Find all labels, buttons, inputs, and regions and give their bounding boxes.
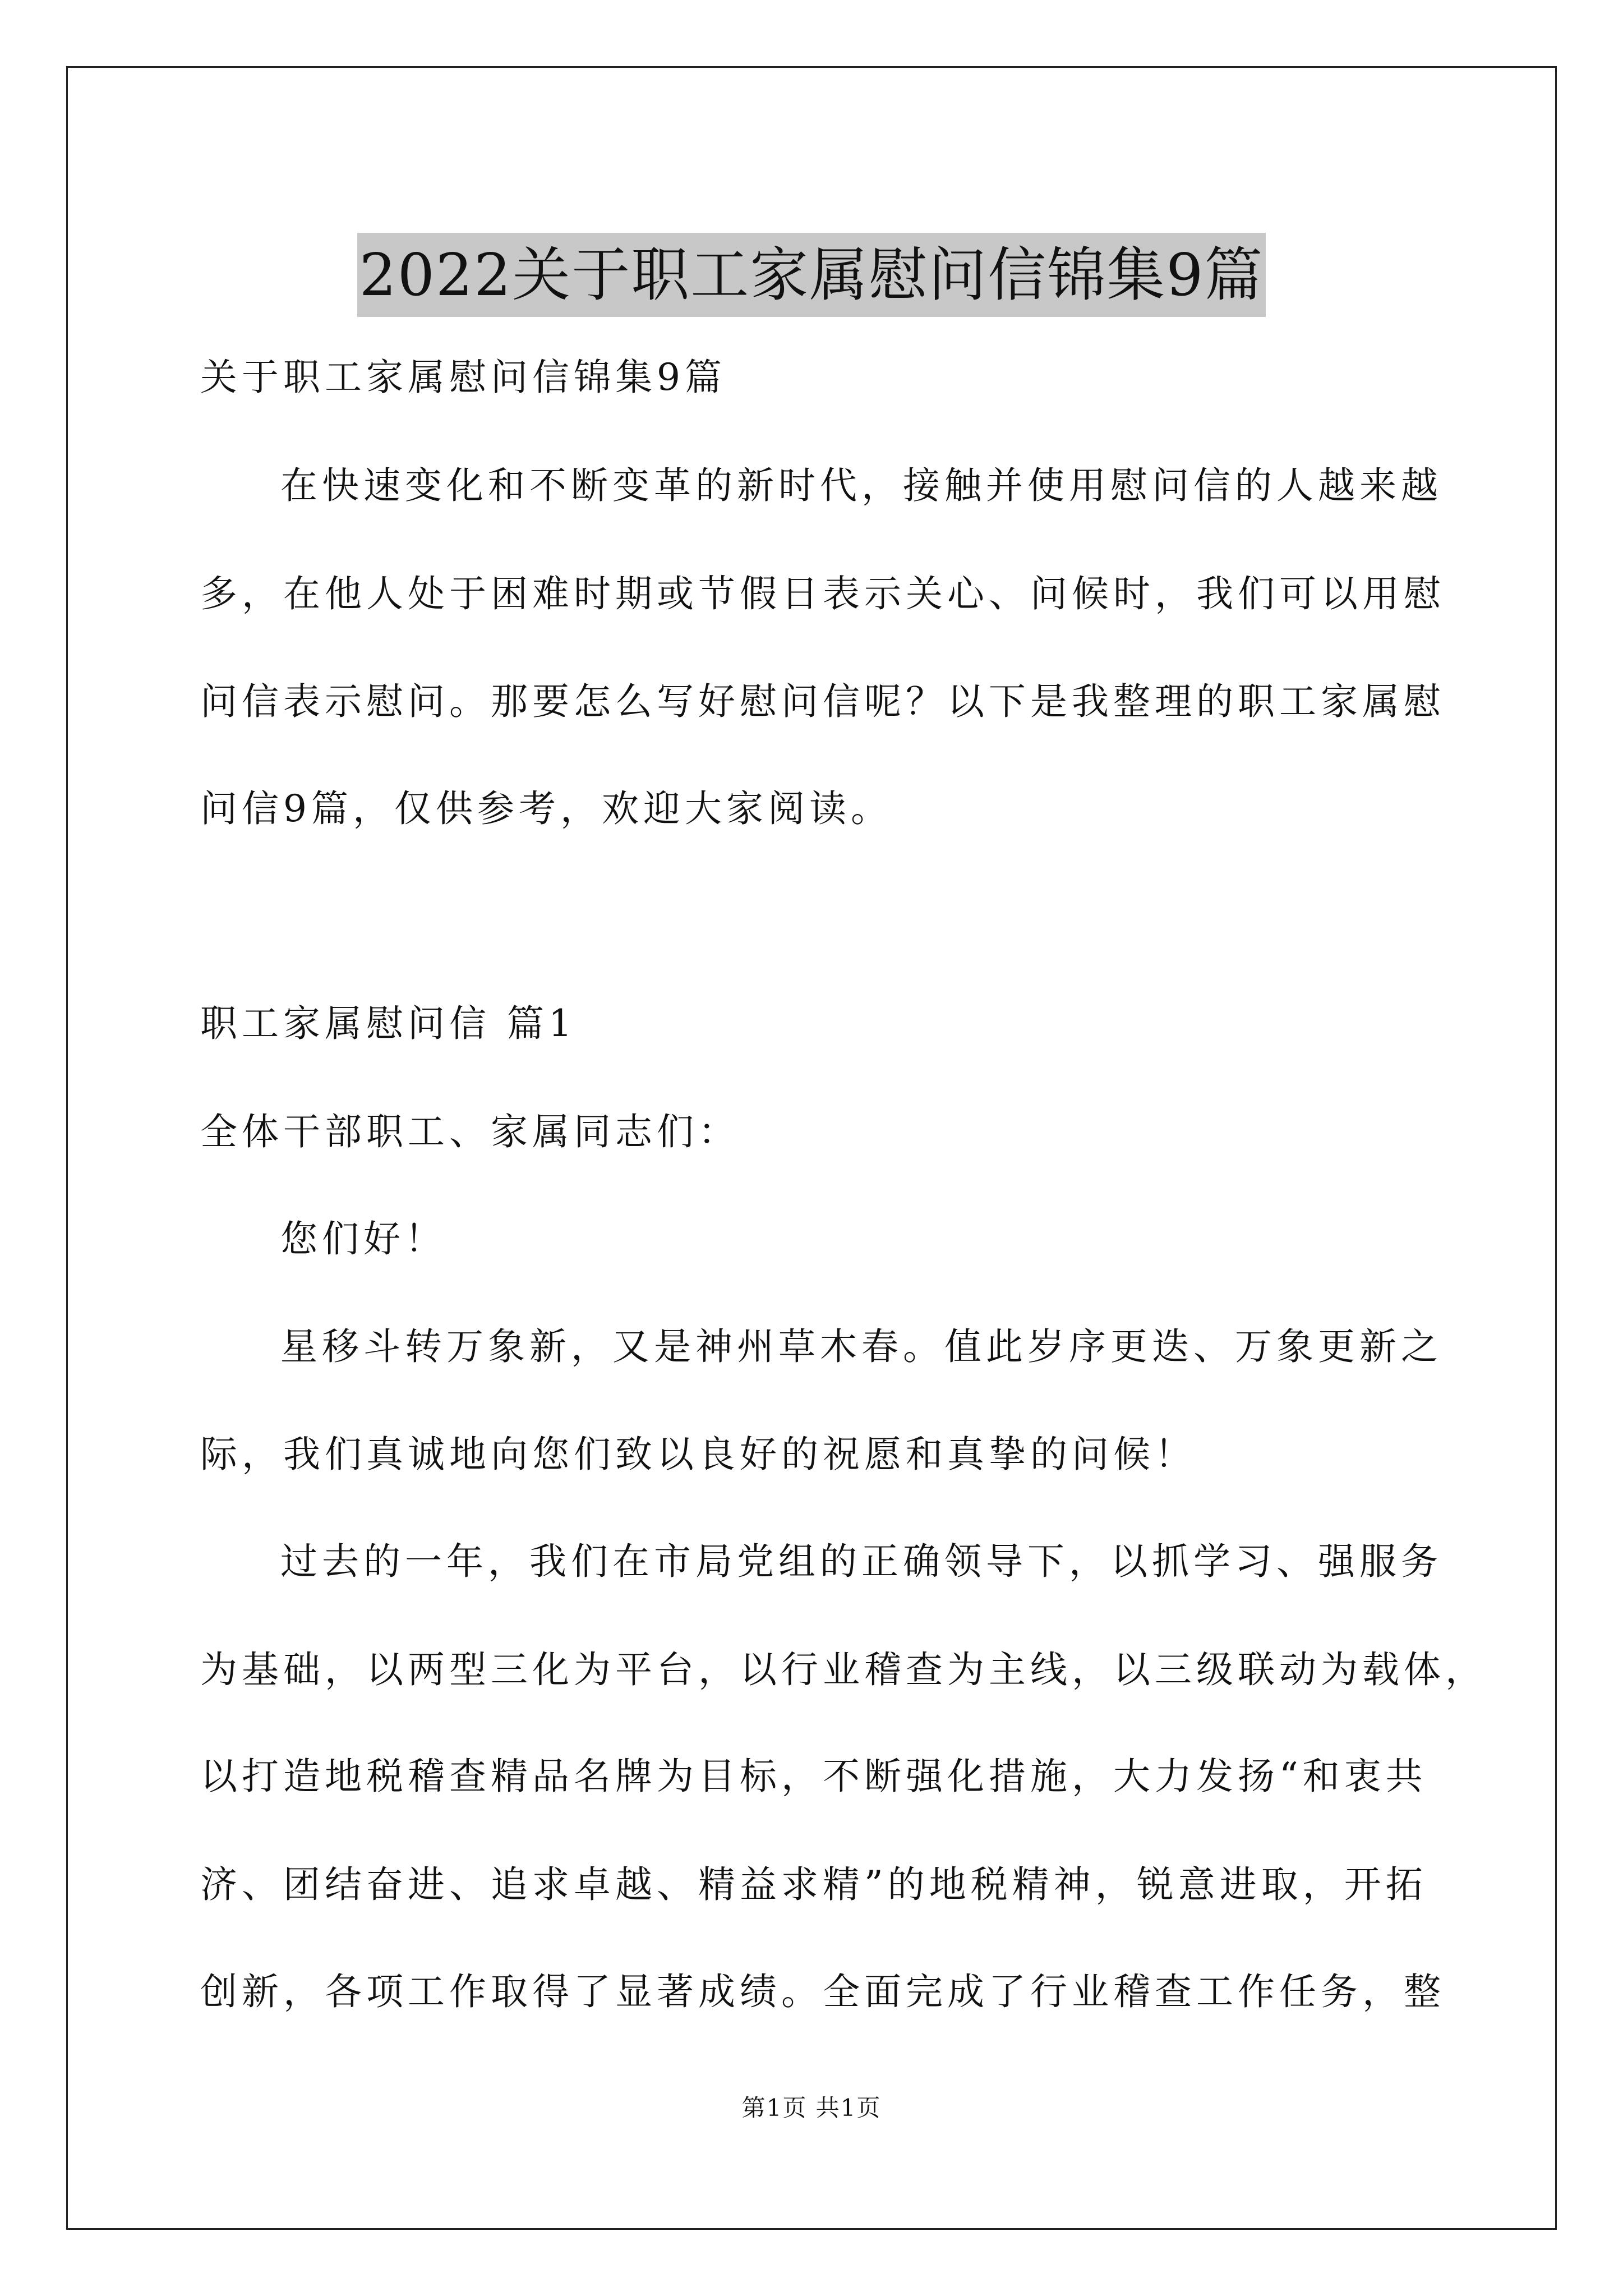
document-title: 2022关于职工家属慰问信锦集9篇 [357, 233, 1266, 317]
salutation: 全体干部职工、家属同志们： [200, 1110, 740, 1153]
subtitle: 关于职工家属慰问信锦集9篇 [200, 356, 726, 399]
title-wrap [0, 194, 1623, 356]
paragraph-line: 际，我们真诚地向您们致以良好的祝愿和真挚的问候！ [200, 1433, 1196, 1476]
intro-line: 在快速变化和不断变革的新时代，接触并使用慰问信的人越来越 [280, 464, 1442, 507]
intro-line: 问信表示慰问。那要怎么写好慰问信呢？以下是我整理的职工家属慰 [200, 680, 1445, 723]
paragraph-line: 创新，各项工作取得了显著成绩。全面完成了行业稽查工作任务，整 [200, 1970, 1445, 2013]
paragraph-line: 以打造地税稽查精品名牌为目标，不断强化措施，大力发扬“和衷共 [200, 1755, 1427, 1798]
paragraph-line: 济、团结奋进、追求卓越、精益求精”的地税精神，锐意进取，开拓 [200, 1863, 1427, 1906]
page-footer: 第1页 共1页 [741, 2094, 882, 2122]
paragraph-line: 星移斗转万象新，又是神州草木春。值此岁序更迭、万象更新之 [280, 1325, 1442, 1368]
paragraph-line: 过去的一年，我们在市局党组的正确领导下，以抓学习、强服务 [280, 1540, 1442, 1583]
paragraph-line: 为基础，以两型三化为平台，以行业稽查为主线，以三级联动为载体， [200, 1648, 1487, 1691]
section-heading: 职工家属慰问信 篇1 [200, 1002, 577, 1045]
intro-line: 多，在他人处于困难时期或节假日表示关心、问候时，我们可以用慰 [200, 572, 1445, 615]
greeting: 您们好！ [280, 1217, 446, 1260]
intro-line: 问信9篇，仅供参考，欢迎大家阅读。 [200, 787, 892, 830]
